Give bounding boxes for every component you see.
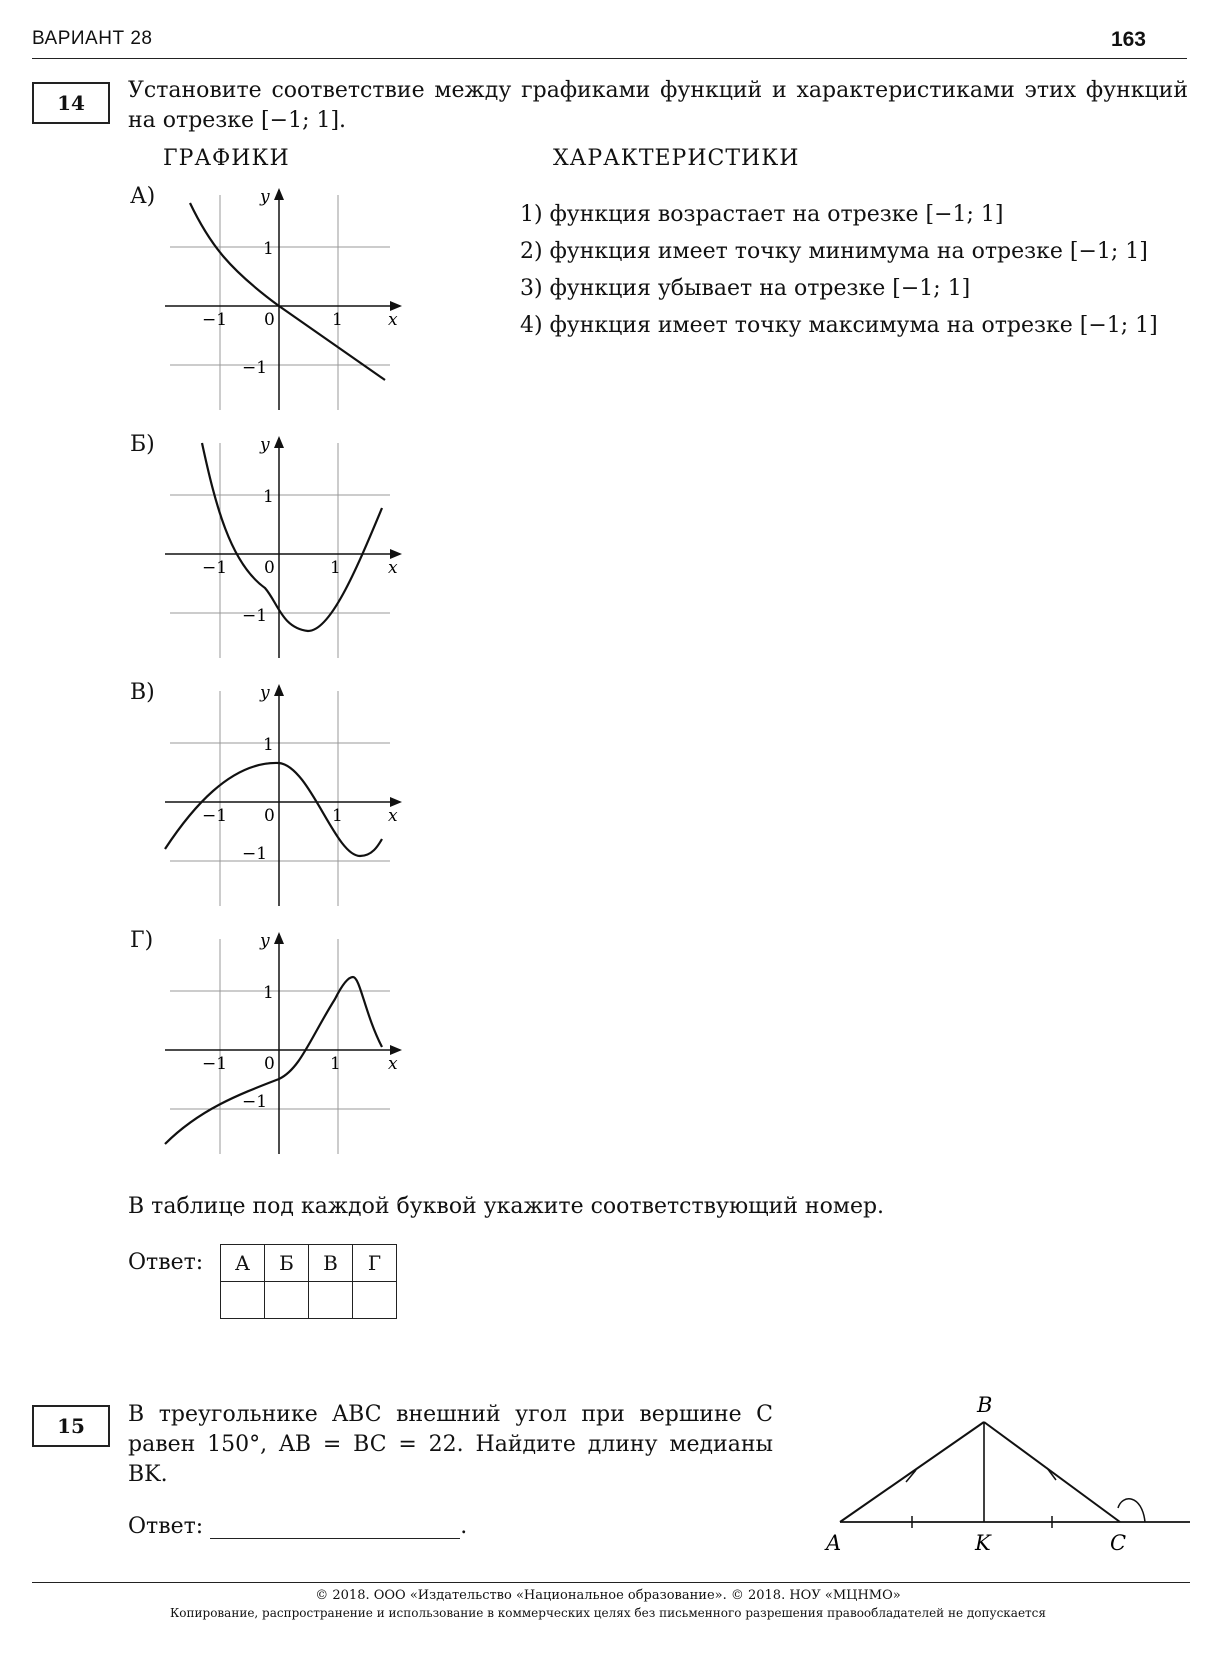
svg-text:y: y	[260, 931, 270, 951]
svg-text:y: y	[260, 435, 270, 455]
graph-a-curve	[190, 203, 385, 380]
page-number: 163	[1110, 28, 1146, 51]
exterior-angle-arc	[1118, 1499, 1145, 1522]
footer-notice: Копирование, распространение и использование в коммерческих целях без письменного разрешения правообладателей не допускается	[170, 1606, 1046, 1620]
task-15-number: 15	[32, 1405, 110, 1447]
svg-text:y: y	[260, 683, 270, 703]
graph-a	[160, 185, 410, 415]
svg-text:1: 1	[263, 487, 274, 507]
svg-text:1: 1	[330, 558, 341, 578]
vertex-a: A	[826, 1531, 842, 1555]
graph-letter-a: А)	[130, 184, 156, 209]
svg-text:1: 1	[263, 983, 274, 1003]
variant-title: ВАРИАНТ 28	[32, 28, 153, 49]
tick-y-1: 1	[263, 239, 274, 259]
answer-table	[220, 1244, 397, 1319]
answer-cell-b[interactable]	[265, 1282, 309, 1319]
header-divider	[32, 58, 1187, 59]
svg-text:−1: −1	[242, 606, 268, 626]
task-15-text: В треугольнике ABC внешний угол при вершине C равен 150°, AB = BC = 22. Найдите длину медианы BK.	[128, 1402, 773, 1487]
axis-y-label: y	[260, 187, 270, 207]
task-15-answer-field[interactable]	[210, 1514, 460, 1539]
svg-text:1: 1	[263, 735, 274, 755]
graph-letter-v: В)	[130, 680, 155, 705]
triangle-figure	[820, 1390, 1195, 1565]
answer-cell-g[interactable]	[353, 1282, 397, 1319]
vertex-c: C	[1110, 1531, 1127, 1555]
characteristics-title: ХАРАКТЕРИСТИКИ	[553, 146, 800, 171]
graph-g	[160, 929, 410, 1159]
vertex-b: B	[977, 1393, 993, 1417]
task-14-answer-label: Ответ:	[128, 1250, 204, 1275]
characteristic-2: 2) функция имеет точку минимума на отрезке [−1; 1]	[520, 239, 1148, 264]
svg-text:−1: −1	[242, 1092, 268, 1112]
characteristics-list	[520, 196, 1158, 344]
characteristic-4: 4) функция имеет точку максимума на отрезке [−1; 1]	[520, 313, 1158, 338]
tick-y-neg1: −1	[242, 358, 268, 378]
answer-header-g: Г	[353, 1245, 397, 1282]
axis-x-label: x	[388, 310, 398, 330]
answer-header-v: В	[309, 1245, 353, 1282]
task-14-instruction: В таблице под каждой буквой укажите соответствующий номер.	[128, 1194, 885, 1219]
svg-text:−1: −1	[202, 1054, 228, 1074]
task-14-text: Установите соответствие между графиками функций и характеристиками этих функций на отрезке [−1; 1].	[128, 78, 1188, 133]
tick-x-1: 1	[332, 310, 343, 330]
answer-header-b: Б	[265, 1245, 309, 1282]
side-bc	[984, 1422, 1120, 1522]
graphs-title: ГРАФИКИ	[163, 146, 290, 171]
characteristic-1: 1) функция возрастает на отрезке [−1; 1]	[520, 202, 1004, 227]
graph-b-curve	[202, 443, 382, 631]
answer-cell-a[interactable]	[221, 1282, 265, 1319]
svg-text:1: 1	[330, 1054, 341, 1074]
tick-zero: 0	[264, 310, 275, 330]
svg-text:0: 0	[264, 558, 275, 578]
svg-text:−1: −1	[202, 558, 228, 578]
task-14-number: 14	[32, 82, 110, 124]
graph-v	[160, 681, 410, 911]
svg-text:0: 0	[264, 1054, 275, 1074]
svg-text:x: x	[388, 1054, 398, 1074]
footer-divider	[32, 1582, 1190, 1583]
point-k: K	[975, 1531, 991, 1555]
task-15-answer-row	[128, 1514, 467, 1539]
svg-text:x: x	[388, 806, 398, 826]
svg-text:−1: −1	[202, 806, 228, 826]
graph-letter-b: Б)	[130, 432, 155, 457]
svg-text:0: 0	[264, 806, 275, 826]
answer-cell-v[interactable]	[309, 1282, 353, 1319]
svg-text:−1: −1	[242, 844, 268, 864]
characteristic-3: 3) функция убывает на отрезке [−1; 1]	[520, 276, 971, 301]
svg-text:1: 1	[332, 806, 343, 826]
side-ab	[840, 1422, 984, 1522]
task-15-answer-label: Ответ:	[128, 1514, 204, 1539]
svg-text:x: x	[388, 558, 398, 578]
answer-header-a: А	[221, 1245, 265, 1282]
footer-copyright: © 2018. ООО «Издательство «Национальное образование». © 2018. НОУ «МЦНМО»	[315, 1588, 901, 1603]
tick-x-neg1: −1	[202, 310, 228, 330]
graph-letter-g: Г)	[130, 928, 154, 953]
task-15-answer-tail: .	[460, 1514, 468, 1539]
graph-b	[160, 433, 410, 663]
